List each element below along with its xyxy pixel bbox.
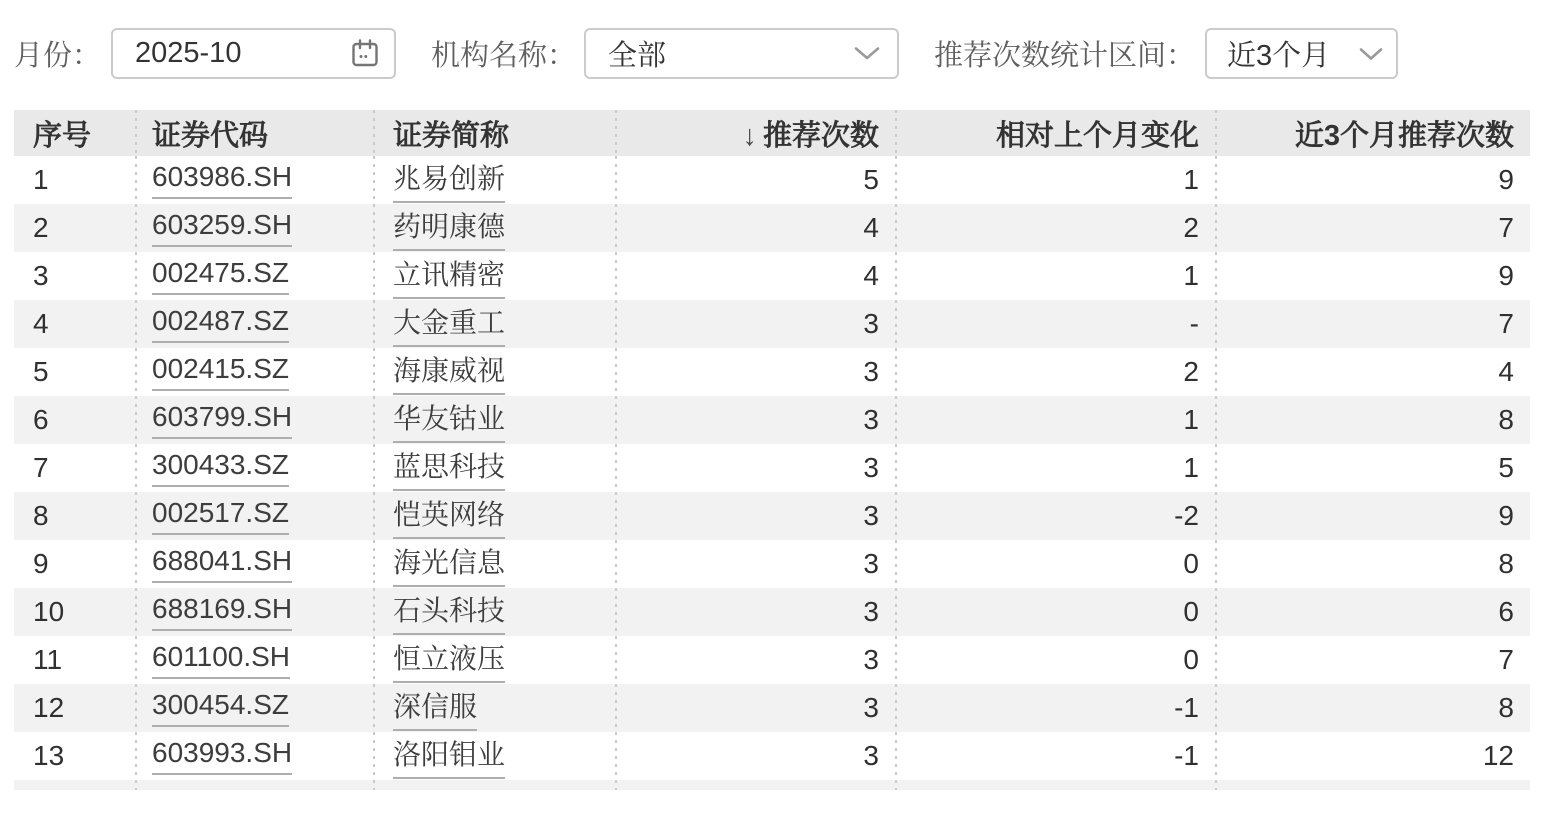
interval-select-value: 近3个月: [1227, 40, 1331, 72]
stock-code-link[interactable]: 002487.SZ: [152, 305, 289, 343]
cell-mom-change: 1: [895, 396, 1215, 444]
recommendation-table: [14, 110, 1530, 790]
cell-mom-change: 0: [895, 588, 1215, 636]
cell-index: 2: [14, 204, 135, 252]
table-row: [14, 396, 1530, 444]
cell-code: [135, 396, 373, 444]
cell-rec-count: 3: [615, 396, 895, 444]
cell-name: [373, 540, 615, 588]
stock-name-link[interactable]: 药明康德: [393, 205, 505, 251]
cell-three-month: 7: [1215, 204, 1530, 252]
stock-name-link[interactable]: 恒立液压: [393, 637, 505, 683]
table-header-row: [14, 110, 1530, 156]
cell-index: 4: [14, 300, 135, 348]
cell-index: 11: [14, 636, 135, 684]
institution-label: 机构名称：: [431, 40, 577, 72]
cell-rec-count: 3: [615, 636, 895, 684]
cell-three-month: 8: [1215, 684, 1530, 732]
cell-rec-count: 3: [615, 492, 895, 540]
cell-code: [135, 684, 373, 732]
cell-code: [135, 732, 373, 780]
table-row: [14, 540, 1530, 588]
cell-three-month: 8: [1215, 396, 1530, 444]
cell-index: 3: [14, 252, 135, 300]
header-rec-count-sortable[interactable]: [615, 110, 895, 156]
cell-rec-count: 3: [615, 732, 895, 780]
cell-rec-count: 3: [615, 300, 895, 348]
cell-index: 9: [14, 540, 135, 588]
stock-code-link[interactable]: 601100.SH: [152, 641, 290, 679]
cell-rec-count: 3: [615, 588, 895, 636]
stock-name-link[interactable]: 洛阳钼业: [393, 733, 505, 779]
cell-code: [135, 636, 373, 684]
cell-rec-count: 3: [615, 348, 895, 396]
header-three-month: 近3个月推荐次数: [1215, 110, 1530, 156]
cell-mom-change: 0: [895, 636, 1215, 684]
cell-three-month: 9: [1215, 252, 1530, 300]
cell-three-month: 7: [1215, 636, 1530, 684]
stock-name-link[interactable]: 石头科技: [393, 589, 505, 635]
table-row: [14, 444, 1530, 492]
cell-mom-change: 0: [895, 540, 1215, 588]
cell-mom-change: 1: [895, 444, 1215, 492]
table-row: [14, 684, 1530, 732]
cell-name: [373, 732, 615, 780]
month-label: 月份：: [14, 40, 102, 72]
table-body: [14, 156, 1530, 790]
stock-name-link[interactable]: 海康威视: [393, 349, 505, 395]
cell-mom-change: 1: [895, 252, 1215, 300]
cell-index: 7: [14, 444, 135, 492]
interval-label: 推荐次数统计区间：: [934, 40, 1196, 72]
stock-code-link[interactable]: 300433.SZ: [152, 449, 289, 487]
month-picker-input[interactable]: [111, 28, 396, 79]
cell-name: [373, 252, 615, 300]
cell-name: [373, 492, 615, 540]
table-row: [14, 636, 1530, 684]
header-mom-change: 相对上个月变化: [895, 110, 1215, 156]
cell-index: 12: [14, 684, 135, 732]
cell-mom-change: 2: [895, 348, 1215, 396]
sort-descending-icon: ↓: [742, 119, 757, 152]
cell-index: 5: [14, 348, 135, 396]
stock-code-link[interactable]: 002415.SZ: [152, 353, 289, 391]
header-name: 证券简称: [373, 110, 615, 156]
cell-code: [135, 492, 373, 540]
header-rec-count-label: 推荐次数: [762, 119, 879, 152]
stock-code-link[interactable]: 688169.SH: [152, 593, 292, 631]
cell-mom-change: -1: [895, 684, 1215, 732]
table-row: [14, 492, 1530, 540]
cell-name: [373, 444, 615, 492]
cell-name: [373, 348, 615, 396]
stock-code-link[interactable]: 603799.SH: [152, 401, 292, 439]
cell-index: 10: [14, 588, 135, 636]
cell-index: 1: [14, 156, 135, 204]
chevron-down-icon: [1358, 47, 1384, 61]
calendar-icon[interactable]: [350, 38, 380, 69]
stock-name-link[interactable]: 兆易创新: [393, 157, 505, 203]
cell-three-month: 12: [1215, 732, 1530, 780]
table-row: [14, 588, 1530, 636]
cell-code: [135, 540, 373, 588]
stock-code-link[interactable]: 603993.SH: [152, 737, 292, 775]
cell-name: [373, 156, 615, 204]
stock-name-link[interactable]: 恺英网络: [393, 493, 505, 539]
cell-rec-count: 5: [615, 156, 895, 204]
cell-name: [373, 588, 615, 636]
header-index: 序号: [14, 110, 135, 156]
cell-name: [373, 396, 615, 444]
cell-rec-count: 4: [615, 204, 895, 252]
table-row: [14, 156, 1530, 204]
cell-rec-count: 3: [615, 540, 895, 588]
cell-three-month: 9: [1215, 156, 1530, 204]
table-row: [14, 348, 1530, 396]
cell-code: [135, 156, 373, 204]
month-picker-value: 2025-10: [135, 37, 242, 69]
cell-code: [135, 348, 373, 396]
stock-name-link[interactable]: 海光信息: [393, 541, 505, 587]
cell-three-month: 4: [1215, 348, 1530, 396]
cell-index: 8: [14, 492, 135, 540]
cell-index: 6: [14, 396, 135, 444]
filter-bar: [14, 28, 1544, 79]
cell-name: [373, 684, 615, 732]
cell-code: [135, 252, 373, 300]
cell-name: [373, 636, 615, 684]
stock-code-link[interactable]: 002475.SZ: [152, 257, 289, 295]
header-code: 证券代码: [135, 110, 373, 156]
chevron-down-icon: [853, 46, 881, 61]
cell-code: [135, 204, 373, 252]
cell-index: 13: [14, 732, 135, 780]
cell-three-month: 9: [1215, 492, 1530, 540]
stock-name-link[interactable]: 华友钴业: [393, 397, 505, 443]
cell-rec-count: 4: [615, 252, 895, 300]
stock-name-link[interactable]: 大金重工: [393, 301, 505, 347]
table-row: [14, 300, 1530, 348]
cell-name: [373, 204, 615, 252]
cell-code: [135, 300, 373, 348]
cell-mom-change: 2: [895, 204, 1215, 252]
cell-mom-change: 1: [895, 156, 1215, 204]
cell-mom-change: -1: [895, 732, 1215, 780]
stock-code-link[interactable]: 688041.SH: [152, 545, 292, 583]
cell-three-month: 6: [1215, 588, 1530, 636]
cell-three-month: 5: [1215, 444, 1530, 492]
stock-name-link[interactable]: 立讯精密: [393, 253, 505, 299]
stock-name-link[interactable]: 蓝思科技: [393, 445, 505, 491]
table-row: [14, 204, 1530, 252]
cell-three-month: 7: [1215, 300, 1530, 348]
stock-code-link[interactable]: 603986.SH: [152, 161, 292, 199]
table-row: [14, 252, 1530, 300]
interval-select[interactable]: [1205, 28, 1398, 79]
cell-mom-change: -: [895, 300, 1215, 348]
cell-name: [373, 300, 615, 348]
table-row-partial: [14, 780, 1530, 790]
cell-three-month: 8: [1215, 540, 1530, 588]
institution-select-value: 全部: [608, 40, 667, 72]
stock-name-link[interactable]: 深信服: [393, 685, 477, 731]
stock-code-link[interactable]: 300454.SZ: [152, 689, 289, 727]
cell-rec-count: 3: [615, 444, 895, 492]
cell-code: [135, 588, 373, 636]
stock-code-link[interactable]: 603259.SH: [152, 209, 292, 247]
stock-code-link[interactable]: 002517.SZ: [152, 497, 289, 535]
table-row: [14, 732, 1530, 780]
cell-mom-change: -2: [895, 492, 1215, 540]
cell-code: [135, 444, 373, 492]
institution-select[interactable]: [584, 28, 899, 79]
cell-rec-count: 3: [615, 684, 895, 732]
